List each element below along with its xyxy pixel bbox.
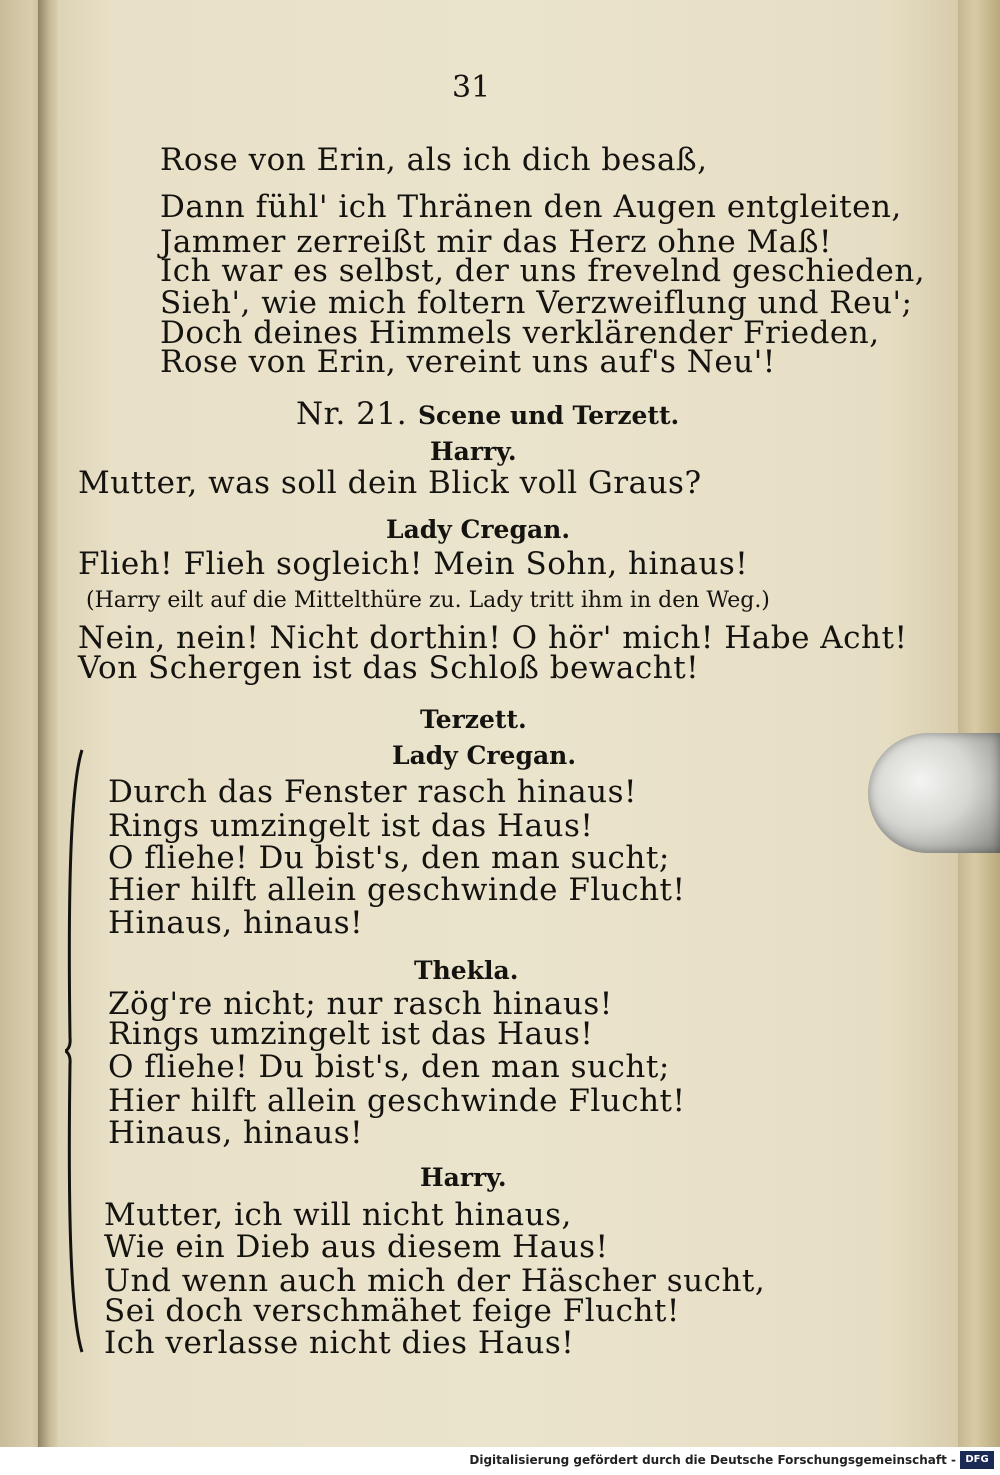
section-number: Nr. 21. [296,396,408,432]
verse-line: Zög're nicht; nur rasch hinaus! [108,986,613,1022]
verse-line: Wie ein Dieb aus diesem Haus! [104,1229,609,1265]
page-stack-edge [958,0,1000,1447]
dfg-logo: DFG [960,1451,994,1469]
verse-line: Sieh', wie mich foltern Verzweiflung und Reu'; [160,285,913,321]
verse-line: Hier hilft allein geschwinde Flucht! [108,1083,686,1119]
verse-line: Rings umzingelt ist das Haus! [108,1016,594,1052]
dialogue-line: Mutter, was soll dein Blick voll Graus? [78,465,702,501]
verse-line: Rose von Erin, als ich dich besaß, [160,142,708,178]
section-title: Scene und Terzett. [418,401,680,430]
dialogue-line: Nein, nein! Nicht dorthin! O hör' mich! Habe Acht! [78,620,908,656]
page-number: 31 [452,70,491,105]
verse-line: Hinaus, hinaus! [108,1115,364,1151]
speaker-name: Lady Cregan. [392,741,577,770]
verse-line: O fliehe! Du bist's, den man sucht; [108,840,670,876]
verse-line: Mutter, ich will nicht hinaus, [104,1197,572,1233]
verse-line: Durch das Fenster rasch hinaus! [108,774,637,810]
verse-line: Jammer zerreißt mir das Herz ohne Maß! [160,224,832,260]
stage-direction: (Harry eilt auf die Mittelthüre zu. Lady tritt ihm in den Weg.) [86,588,770,613]
verse-line: Und wenn auch mich der Häscher sucht, [104,1263,766,1299]
verse-line: Hier hilft allein geschwinde Flucht! [108,872,686,908]
digitization-credit: Digitalisierung gefördert durch die Deutsche Forschungsgemeinschaft - [469,1453,956,1467]
verse-line: Ich war es selbst, der uns frevelnd geschieden, [160,253,926,289]
dialogue-line: Flieh! Flieh sogleich! Mein Sohn, hinaus! [78,546,749,582]
verse-line: Hinaus, hinaus! [108,905,364,941]
verse-line: Rose von Erin, vereint uns auf's Neu'! [160,344,776,380]
terzett-heading: Terzett. [420,705,527,734]
verse-line: Doch deines Himmels verklärender Frieden, [160,315,880,351]
verse-line: Rings umzingelt ist das Haus! [108,808,594,844]
verse-line: Ich verlasse nicht dies Haus! [104,1325,575,1361]
speaker-name: Thekla. [414,956,519,985]
verse-line: Dann fühl' ich Thränen den Augen entgleiten, [160,189,902,225]
page-clip [868,733,1000,853]
verse-line: O fliehe! Du bist's, den man sucht; [108,1049,670,1085]
verse-line: Sei doch verschmähet feige Flucht! [104,1293,680,1329]
speaker-name: Harry. [420,1163,507,1192]
dialogue-line: Von Schergen ist das Schloß bewacht! [78,650,700,686]
ensemble-brace [64,748,84,1354]
speaker-name: Harry. [430,437,517,466]
speaker-name: Lady Cregan. [386,515,571,544]
